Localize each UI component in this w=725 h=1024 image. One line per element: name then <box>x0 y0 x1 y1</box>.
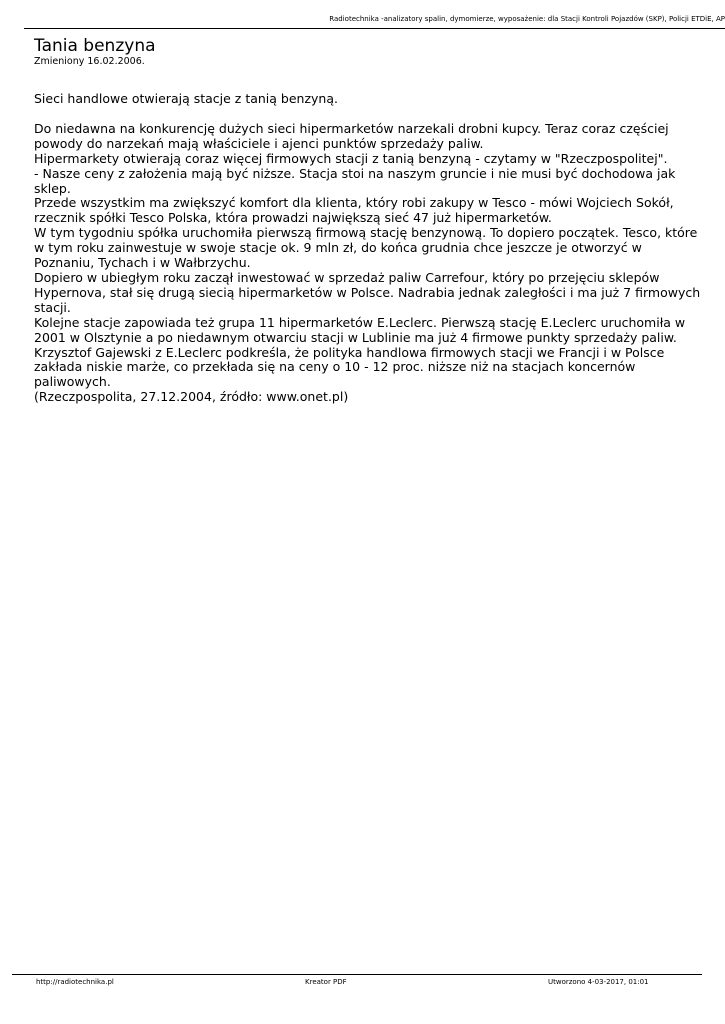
footer-generator: Kreator PDF <box>305 978 347 986</box>
article-paragraph: Krzysztof Gajewski z E.Leclerc podkreśla, że polityka handlowa firmowych stacji we Francji i w Polsce zakłada niskie marże, co przekłada się na ceny o 10 - 12 proc. niższe niż na stacjach koncernów paliwowych. <box>34 344 665 390</box>
article-paragraph: Hipermarkety otwierają coraz więcej firmowych stacji z tanią benzyną - czytamy w "Rzeczpospolitej". <box>34 150 668 166</box>
article-paragraph: Przede wszystkim ma zwiększyć komfort dla klienta, który robi zakupy w Tesco - mówi Wojciech Sokół, rzecznik spółki Tesco Polska, która prowadzi największą sieć 47 już hipermarketów. <box>34 195 674 226</box>
article-source: (Rzeczpospolita, 27.12.2004, źródło: www.onet.pl) <box>34 389 349 405</box>
footer-created-date: Utworzono 4-03-2017, 01:01 <box>548 978 649 986</box>
article-paragraph: Kolejne stacje zapowiada też grupa 11 hipermarketów E.Leclerc. Pierwszą stację E.Leclerc uruchomiła w 2001 w Olsztynie a po niedawnym otwarciu stacji w Lublinie ma już 4 firmowe punkty sprzedaży paliw. <box>34 314 686 345</box>
modified-date: Zmieniony 16.02.2006. <box>34 56 145 67</box>
article-paragraph: Do niedawna na konkurencję dużych sieci hipermarketów narzekali drobni kupcy. Teraz coraz częściej powody do narzekań mają właściciele i ajenci punktów sprzedaży paliw. <box>34 120 669 151</box>
article-title: Tania benzyna <box>34 36 156 56</box>
article-paragraph: - Nasze ceny z założenia mają być niższe. Stacja stoi na naszym gruncie i nie musi być dochodowa jak sklep. <box>34 165 676 196</box>
footer-url: http://radiotechnika.pl <box>36 978 114 986</box>
page-header-text: Radiotechnika -analizatory spalin, dymomierze, wyposażenie: dla Stacji Kontroli Pojazdów (SKP), Policji ETDiE, AP <box>329 15 725 23</box>
article-paragraph: W tym tygodniu spółka uruchomiła pierwszą firmową stację benzynową. To dopiero początek. Tesco, które w tym roku zainwestuje w swoje stacje ok. 9 mln zł, do końca grudnia chce jeszcze je otworzyć w Poznaniu, Tychach i w Wałbrzychu. <box>34 225 698 271</box>
footer-divider <box>12 974 702 975</box>
article-lead: Sieci handlowe otwierają stacje z tanią benzyną. <box>34 91 338 106</box>
article-body <box>34 92 704 405</box>
article-paragraph: Dopiero w ubiegłym roku zaczął inwestować w sprzedaż paliw Carrefour, który po przejęciu sklepów Hypernova, stał się drugą siecią hipermarketów w Polsce. Nadrabia jednak zaległości i ma już 7 firmowych stacji. <box>34 269 701 315</box>
header-divider <box>24 28 725 29</box>
